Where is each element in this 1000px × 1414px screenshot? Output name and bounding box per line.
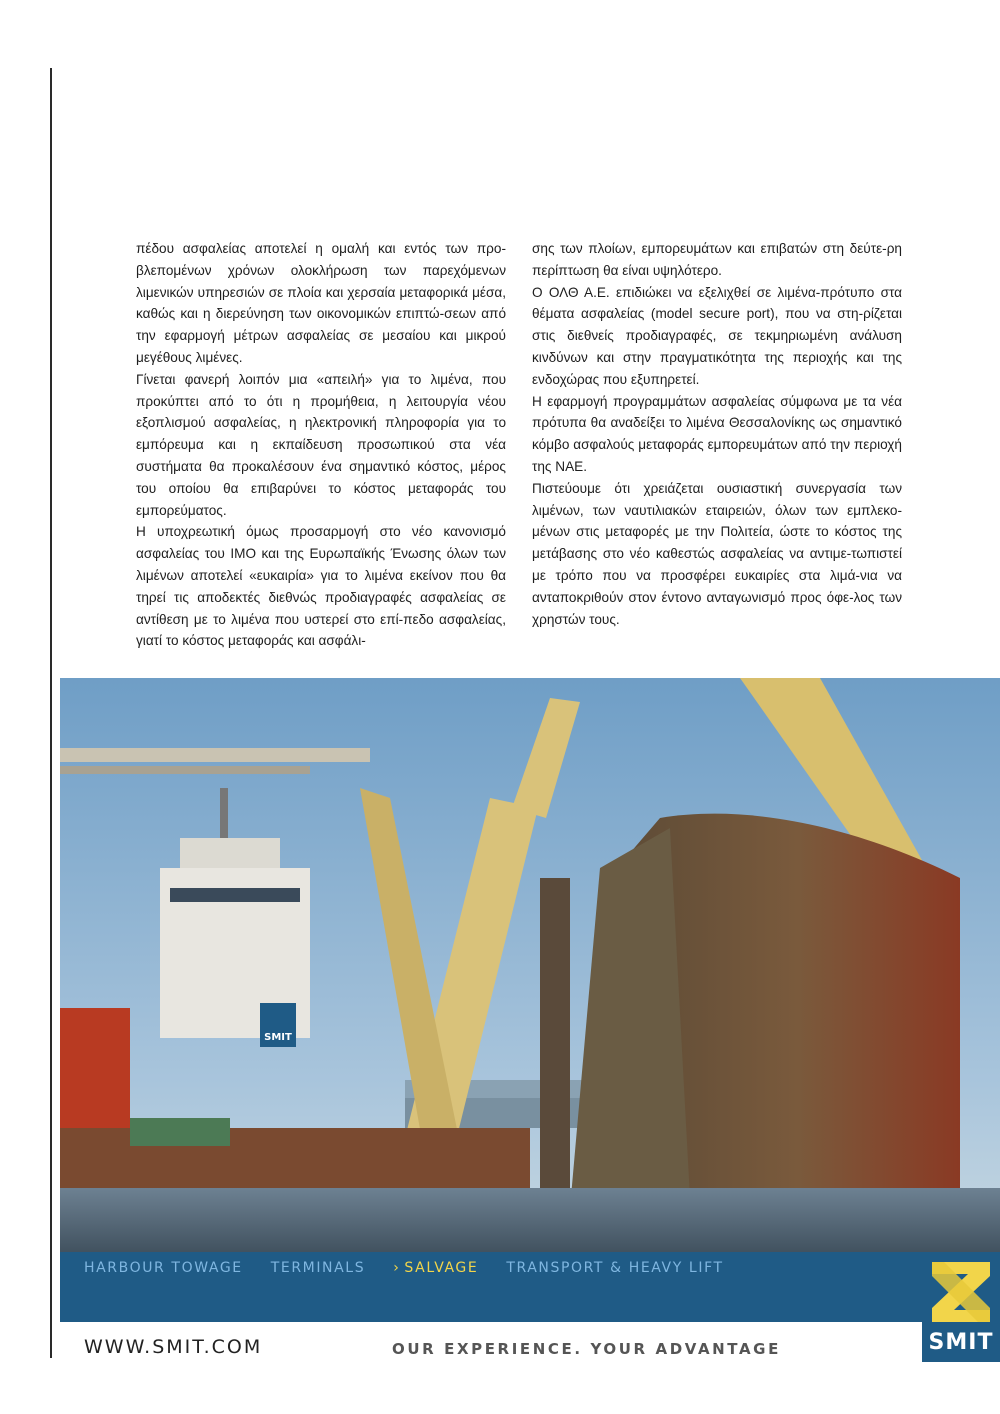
bridge-windows [170, 888, 300, 902]
nav-salvage[interactable]: › SALVAGE [393, 1260, 478, 1276]
smit-logo-icon [922, 1252, 1000, 1330]
mast [220, 788, 228, 838]
article-paragraph: Πιστεύουμε ότι χρειάζεται ουσιαστική συνεργασία των λιμένων, των ναυτιλιακών εταιρειών, όλων των εμπλεκο-μένων στις μεταφορές με την Πολιτεία, ώστε το κόστος της μετάβασης στο νέο καθεστώς ασφαλείας να αντιμε-τωπιστεί με τρόπο που να προσφέρει ευκαιρίες στα λιμά-νια να ανταποκριθούν στον έντονο ανταγωνισμό προς όφε-λος των χρηστών τους. [532, 480, 902, 627]
article-paragraph: Γίνεται φανερή λοιπόν μια «απειλή» για το λιμένα, που προκύπτει από το ότι η προμήθεια, η λειτουργία νέου εξοπλισμού ασφαλείας, η ηλεκτρονική πληροφορία για το εμπόρευμα και η εκπαίδευση προσωπικού στα νέα συστήματα θα προκαλέσουν ένα σημαντικό κόστος, μέρος του οποίου θα επιβαρύνει το κόστος μεταφοράς του εμπορεύματος. [136, 371, 506, 518]
article-paragraph: Ο ΟΛΘ Α.Ε. επιδιώκει να εξελιχθεί σε λιμένα-πρότυπο στα θέματα ασφαλείας (model secure port), που να στη-ρίζεται στις διεθνείς προδιαγραφές, σε τεκμηριωμένη ανάλυση κινδύνων και στην πραγματικότητα της περιοχής και της ενδοχώρας που εξυπηρετεί. [532, 284, 902, 387]
gantry-beam [60, 748, 370, 762]
gantry-beam-lower [60, 766, 310, 774]
salvage-photo [60, 678, 1000, 1260]
nav-transport-heavy-lift[interactable]: TRANSPORT & HEAVY LIFT [506, 1260, 724, 1276]
scan-edge-line [50, 68, 52, 1358]
deck-machinery [130, 1118, 230, 1146]
article-paragraph: Η υποχρεωτική όμως προσαρμογή στο νέο κανονισμό ασφαλείας του ΙΜΟ και της Ευρωπαϊκής Ένωσης όλων των λιμένων αποτελεί «ευκαιρία» για το λιμένα εκείνον που θα τηρεί τις αποδεκτές διεθνώς προδιαγραφές ασφαλείας σε αντίθεση με το λιμένα που υστερεί στο επί-πεδο ασφαλείας, γιατί το κόστος μεταφοράς και ασφάλι- [136, 524, 506, 649]
ship-logo-text: SMIT [264, 1032, 292, 1043]
salvage-scene [60, 678, 1000, 1260]
ad-service-nav [84, 1260, 724, 1276]
bridge-top [180, 838, 280, 868]
smit-logo-text: SMIT [928, 1330, 994, 1355]
ship-hull-red [60, 1008, 130, 1128]
nav-terminals[interactable]: TERMINALS [270, 1260, 366, 1276]
article-left-column [136, 238, 506, 652]
article-paragraph: πέδου ασφαλείας αποτελεί η ομαλή και εντός των προ-βλεπομένων χρόνων ολοκλήρωση των παρεχόμενων λιμενικών υπηρεσιών σε πλοία και χερσαία μεταφορικά μέσα, καθώς και η διερεύνηση των οικονομικών επιπτώ-σεων από την εφαρμογή μέτρων ασφαλείας σε μεσαίου και μικρού μεγέθους λιμένες. [136, 241, 506, 365]
nav-harbour-towage[interactable]: HARBOUR TOWAGE [84, 1260, 243, 1276]
article-right-column [532, 238, 902, 630]
tagline: OUR EXPERIENCE. YOUR ADVANTAGE [392, 1340, 781, 1358]
harbour-water [60, 1188, 1000, 1260]
article-paragraph: σης των πλοίων, εμπορευμάτων και επιβατών στη δεύτε-ρη περίπτωση θα είναι υψηλότερο. [532, 241, 902, 278]
wreck-frame [540, 878, 570, 1198]
ad-footer [60, 1322, 930, 1362]
article-paragraph: Η εφαρμογή προγραμμάτων ασφαλείας σύμφωνα με τα νέα πρότυπα θα αναδείξει το λιμένα Θεσσαλονίκης ως σημαντικό κόμβο ασφαλούς μεταφοράς εμπορευμάτων από την περιοχή της ΝΑΕ. [532, 393, 902, 474]
ad-banner [60, 1252, 1000, 1322]
smit-logo [922, 1252, 1000, 1362]
website-link[interactable]: WWW.SMIT.COM [84, 1336, 263, 1358]
